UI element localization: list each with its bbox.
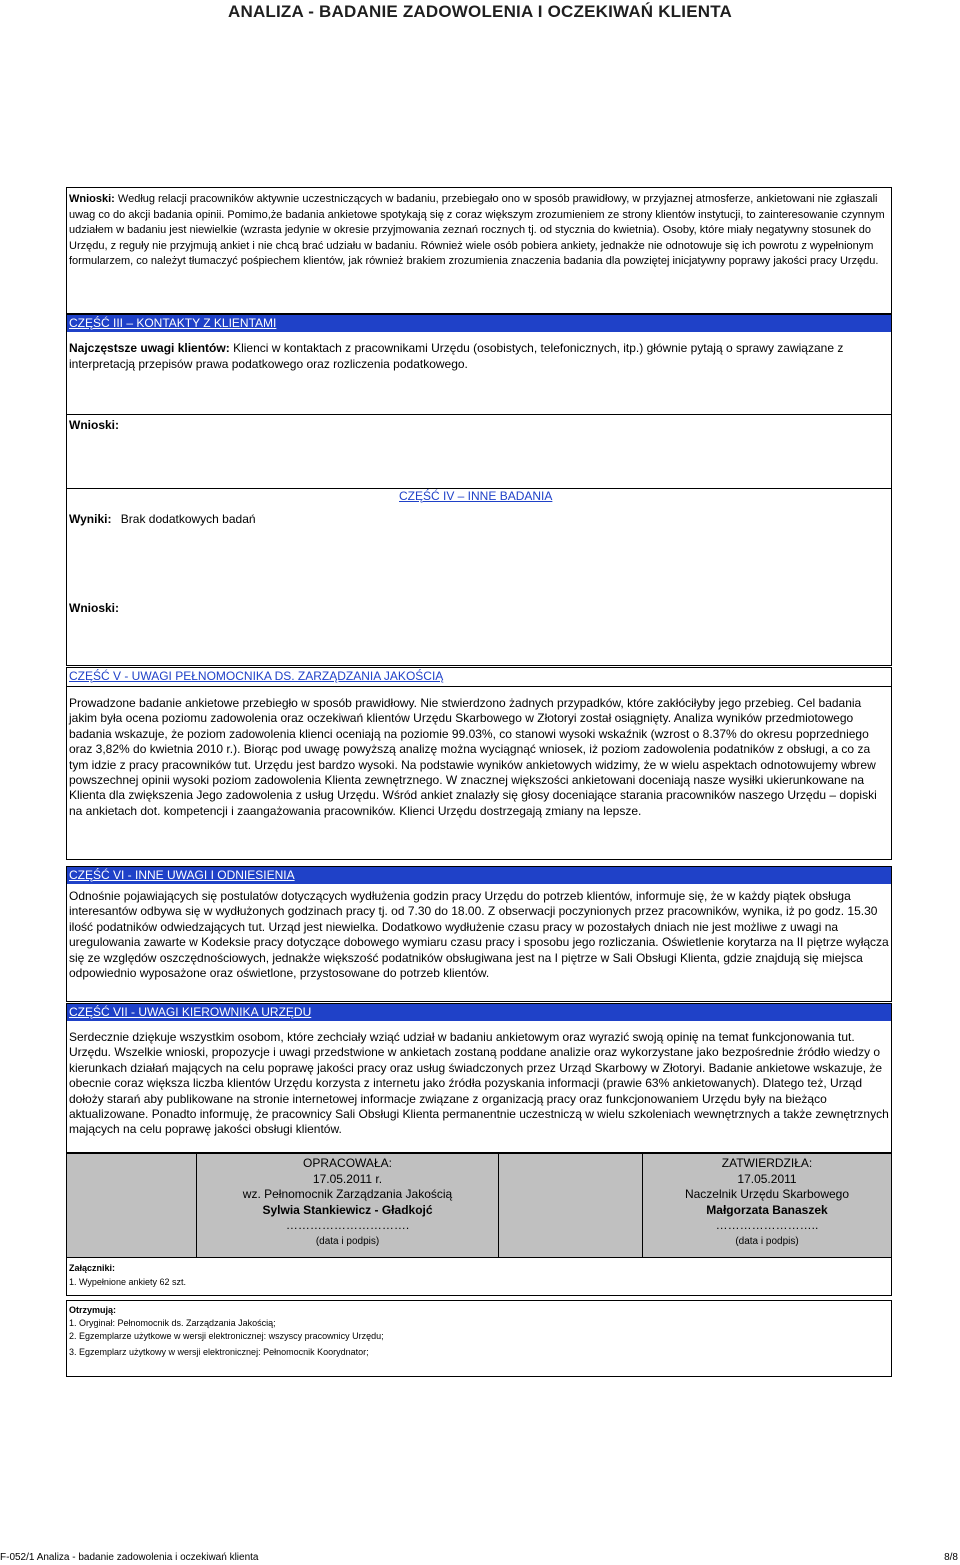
signature-spacer-left (67, 1154, 197, 1257)
conclusions-box (66, 187, 892, 314)
prepared-date: 17.05.2011 r. (312, 1171, 383, 1186)
part7-box (66, 1003, 892, 1153)
attachments-label: Załączniki: (69, 1263, 116, 1273)
signature-box (66, 1153, 892, 1258)
part6-text: Odnośnie pojawiających się postulatów dotyczących wydłużenia godzin pracy Urzędu do potrzeb klientów, informuje się, że w każdy piątek obsługa interesantów odbywa się w wydłużonych godzinach pracy tj. od 7.30 do 18.00. Z obserwacji poczynionych przez pracowników, wynika, iż po godz. 15.30 ilość podatników odwiedzających tut. Urząd jest niewielka. Dodatkowo wydłużenie czasu pracy w pozostałych dniach nie jest możliwe z uwagi na uregulowania zawarte w Kodeksie pracy dotyczące dobowego wymiaru czasu pracy i sposobu jego rozliczania. Oświetlenie korytarza na II piętrze wyłącza się ze względów oszczędnościowych, jednakże większość podatników obsługiwana jest na I piętrze w Sali Obsługi Klienta, gdzie znajdują się miejsca odpowiednio wyposażone oraz oświetlone, przystosowane do potrzeb klientów. (69, 889, 889, 981)
part5-heading (67, 668, 891, 685)
approved-name: Małgorzata Banaszek (706, 1202, 828, 1217)
footer-page-number: 8/8 (944, 1552, 958, 1563)
part7-heading-text: CZĘŚĆ VII - UWAGI KIEROWNIKA URZĘDU (69, 1005, 312, 1019)
prepared-label: OPRACOWAŁA: (303, 1156, 392, 1170)
part3-conclusions-label: Wnioski: (69, 418, 119, 432)
recipient-item: 2. Egzemplarze użytkowe w wersji elektronicznej: wszyscy pracownicy Urzędu; (69, 1331, 384, 1341)
part7-heading (67, 1004, 891, 1021)
part4-conclusions-label: Wnioski: (69, 601, 119, 615)
signature-prepared (197, 1154, 499, 1257)
part3-remarks-text: Klienci w kontaktach z pracownikami Urzędu (osobistych, telefonicznych, itp.) głównie pytają o sprawy zawiązane z interpretacją przepisów prawa podatkowego oraz rozliczenia podatkowego. (69, 341, 844, 371)
approved-date: 17.05.2011 (737, 1171, 797, 1186)
recipients-box (66, 1300, 892, 1377)
attachment-item: 1. Wypełnione ankiety 62 szt. (69, 1277, 186, 1287)
part4-box (66, 488, 892, 666)
part4-results-text: Brak dodatkowych badań (120, 512, 256, 526)
part6-heading-text: CZĘŚĆ VI - INNE UWAGI I ODNIESIENIA (69, 868, 295, 882)
recipients-label: Otrzymują: (69, 1305, 117, 1315)
part4-results-label: Wyniki: (69, 512, 112, 526)
recipient-item: 3. Egzemplarz użytkowy w wersji elektronicznej: Pełnomocnik Koorydnator; (69, 1347, 369, 1357)
signature-row (67, 1154, 891, 1257)
signature-approved (643, 1154, 891, 1257)
approved-dots: …………………….. (715, 1218, 819, 1232)
attachments-box (66, 1258, 892, 1296)
part7-text: Serdecznie dziękuje wszystkim osobom, które zechciały wziąć udział w badaniu ankietowym oraz wyrazić swoją opinię na temat funkcjonowania tut. Urzędu. Wszelkie wnioski, propozycje i uwagi przedstwione w ankietach zostaną poddane analizie oraz wykorzystane jako bezpośrednie źródło wiedzy o kierunkach działań mających na celu poprawę jakości pracy oraz usług świadczonych przez Urząd Skarbowy w Złotoryi. Badanie ankietowe wskazuje, że obecnie coraz większa liczba klientów Urzędu korzysta z internetu jako źródła pozyskania informacji (prawie 63% ankietowanych). Dlatego też, Urząd dołoży starań aby publikowane na stronie internetowej informacje związane z organizacją pracy oraz funkcjonowaniem Urzędu były na bieżąco aktualizowane. Ponadto informuję, że pracownicy Sali Obsługi Klienta permanentnie uczestniczą w wielu szkoleniach wewnętrznych a także zewnętrznych mających na celu poprawę jakości obsługi klientów. (69, 1030, 889, 1137)
part4-heading (399, 489, 552, 505)
part5-rule (67, 686, 891, 687)
conclusions-paragraph (69, 192, 889, 270)
part5-text: Prowadzone badanie ankietowe przebiegło w sposób prawidłowy. Nie stwierdzono żadnych przypadków, które zakłóciłyby jego przebieg. Cel badania jakim była ocena poziomu zadowolenia oraz oczekiwań klientów Urzędu Skarbowego w Złotoryi został osiągnięty. Analiza wyników przedmiotowego badania wskazuje, że poziom zadowolenia klienci oceniają na poziomie 99.03%, co stanowi wysoki wskaźnik (wzrost o 8.37% do okresu poprzedniego oraz 3,82% do kwietnia 2010 r.). Biorąc pod uwagę powyższą analizę można wyciągnąć wniosek, iż poziom zadowolenia podatników z obsługi, a co za tym idzie z pracy pracowników tut. Urzędu jest bardzo wysoki. Na podstawie wyników ankietowych widzimy, że w wielu aspektach odnotowujemy wbrew powszechnej opinii wysoki poziom zadowolenia Klienta zewnętrznego. W znacznej większości ankietowani doceniają nasze wysiłki ukierunkowane na Klienta dla zwiększenia Jego zadowolenia z usług Urzędu. Wśród ankiet znalazły się głosy doceniające starania pracowników naszego Urzędu – dopiski na ankietach dot. kompetencji i zaangażowania pracowników. Klienci Urzędu dostrzegają zmiany na lepsze. (69, 696, 877, 818)
part3-heading (67, 315, 891, 332)
part3-box (66, 314, 892, 489)
prepared-dots: …………………………. (285, 1218, 410, 1232)
part5-box (66, 667, 892, 860)
prepared-role: wz. Pełnomocnik Zarządzania Jakością (242, 1187, 453, 1201)
approved-role: Naczelnik Urzędu Skarbowego (684, 1187, 850, 1201)
part3-remarks (67, 341, 891, 373)
approved-note: (data i podpis) (735, 1235, 799, 1247)
part4-results (69, 512, 256, 528)
part3-heading-text: CZĘŚĆ III – KONTAKTY Z KLIENTAMI (69, 316, 277, 330)
document-title: ANALIZA - BADANIE ZADOWOLENIA I OCZEKIWAŃ KLIENTA (227, 2, 733, 21)
recipient-item: 1. Oryginał: Pełnomocnik ds. Zarządzania Jakością; (69, 1318, 276, 1328)
approved-label: ZATWIERDZIŁA: (721, 1156, 813, 1170)
prepared-name: Sylwia Stankiewicz - Gładkojć (262, 1202, 433, 1217)
signature-spacer-middle (499, 1154, 643, 1257)
conclusions-label: Wnioski: (69, 193, 115, 205)
part3-conclusions-area (67, 414, 891, 491)
part6-heading (67, 867, 891, 884)
prepared-note: (data i podpis) (315, 1235, 380, 1247)
part5-heading-text: CZĘŚĆ V - UWAGI PEŁNOMOCNIKA DS. ZARZĄDZANIA JAKOŚCIĄ (69, 669, 444, 683)
footer-form-code: F-052/1 Analiza - badanie zadowolenia i oczekiwań klienta (0, 1552, 259, 1563)
part3-remarks-label: Najczęstsze uwagi klientów: (69, 341, 230, 355)
part6-box (66, 866, 892, 1002)
conclusions-text: Według relacji pracowników aktywnie uczestniczących w badaniu, przebiegało ono w sposób prawidłowy, w przyjaznej atmosferze, ankietowani nie zgłaszali uwag co do akcji badania opinii. Pomimo,że badania ankietowe spotykają się z coraz większym zrozumieniem ze strony klientów instytucji, to zainteresowanie czynnym udziałem w badaniu jest niewielkie (wzrasta jedynie w okresie przyjmowania zeznań rocznych tj. od stycznia do kwietnia). Osoby, które miały negatywny stosunek do Urzędu, z reguły nie przyjmują ankiet i nie chcą brać udziału w badaniu. Również wiele osób pobiera ankiety, jednakże nie odnotowuje się ich powrotu z wypełnionym formularzem, co należyt tłumaczyć pośpiechem klientów, jak również brakiem zrozumienia znaczenia badania dla powziętej inicjatywny poprawy jakości pracy Urzędu. (69, 193, 885, 267)
part4-conclusions-area (67, 595, 891, 666)
part4-heading-text: CZĘŚĆ IV – INNE BADANIA (399, 489, 553, 503)
